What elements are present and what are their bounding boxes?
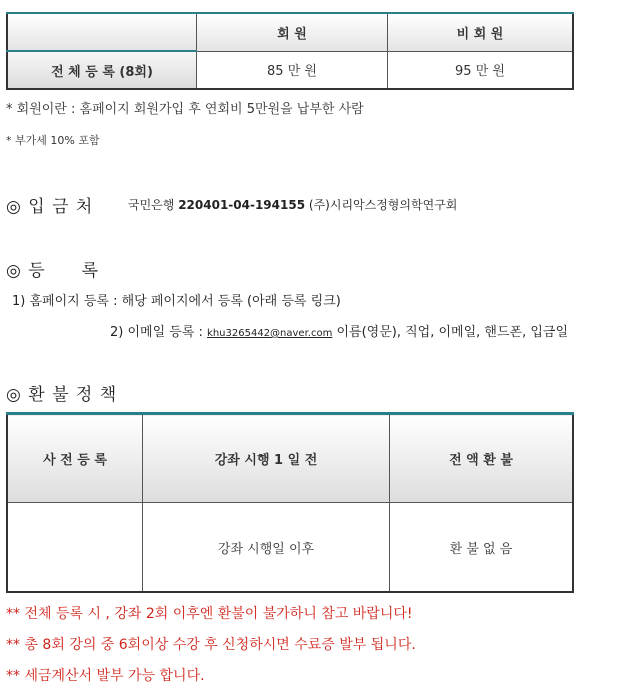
refund-cell-after-start: 강좌 시행일 이후 — [143, 503, 390, 593]
member-definition-note: * 회원이란 : 홈페이지 회원가입 후 연회비 5만원을 납부한 사람 — [6, 102, 364, 117]
account-number: 220401-04-194155 — [178, 198, 306, 212]
warning-certificate: ** 총 8회 강의 중 6회이상 수강 후 신청하시면 수료증 발부 됩니다. — [6, 637, 416, 653]
register-email-prefix: 2) 이메일 등록 : — [110, 325, 208, 340]
refund-table-header-row — [7, 414, 573, 503]
register-email-suffix: 이름(영문), 직업, 이메일, 핸드폰, 입금일 — [332, 325, 569, 340]
refund-title: ◎ 환 불 정 책 — [6, 385, 118, 405]
nonmember-fee: 95 만 원 — [388, 51, 574, 89]
fee-header-member: 회 원 — [197, 13, 388, 51]
warning-tax-invoice: ** 세금계산서 발부 가능 합니다. — [6, 668, 205, 684]
refund-header-full-refund: 전 액 환 불 — [390, 414, 574, 503]
refund-cell-no-refund: 환 불 없 음 — [390, 503, 574, 593]
register-item-homepage: 1) 홈페이지 등록 : 해당 페이지에서 등록 (아래 등록 링크) — [12, 294, 341, 309]
deposit-title: ◎ 입 금 처 — [6, 197, 94, 217]
account-holder: (주)시리악스정형의학연구회 — [308, 198, 458, 212]
fee-header-empty — [7, 13, 197, 51]
bank-name: 국민은행 — [128, 198, 175, 212]
member-fee: 85 만 원 — [197, 51, 388, 89]
fee-table-row — [7, 51, 573, 89]
refund-header-preregister: 사 전 등 록 — [7, 414, 143, 503]
fee-table — [6, 12, 574, 90]
register-title: ◎ 등 록 — [6, 261, 100, 281]
warning-refund: ** 전체 등록 시 , 강좌 2회 이후엔 환불이 불가하니 참고 바랍니다! — [6, 606, 413, 622]
refund-cell-empty — [7, 503, 143, 593]
deposit-account-info — [128, 196, 457, 213]
vat-note: * 부가세 10% 포함 — [6, 134, 100, 147]
refund-table — [6, 412, 574, 593]
fee-table-header-row — [7, 13, 573, 51]
register-item-email — [110, 321, 568, 340]
refund-table-row — [7, 503, 573, 593]
fee-row-label: 전 체 등 록 (8회) — [7, 51, 197, 89]
register-email-link[interactable]: khu3265442@naver.com — [207, 328, 333, 339]
refund-header-one-day-before: 강좌 시행 1 일 전 — [143, 414, 390, 503]
fee-header-nonmember: 비 회 원 — [388, 13, 574, 51]
